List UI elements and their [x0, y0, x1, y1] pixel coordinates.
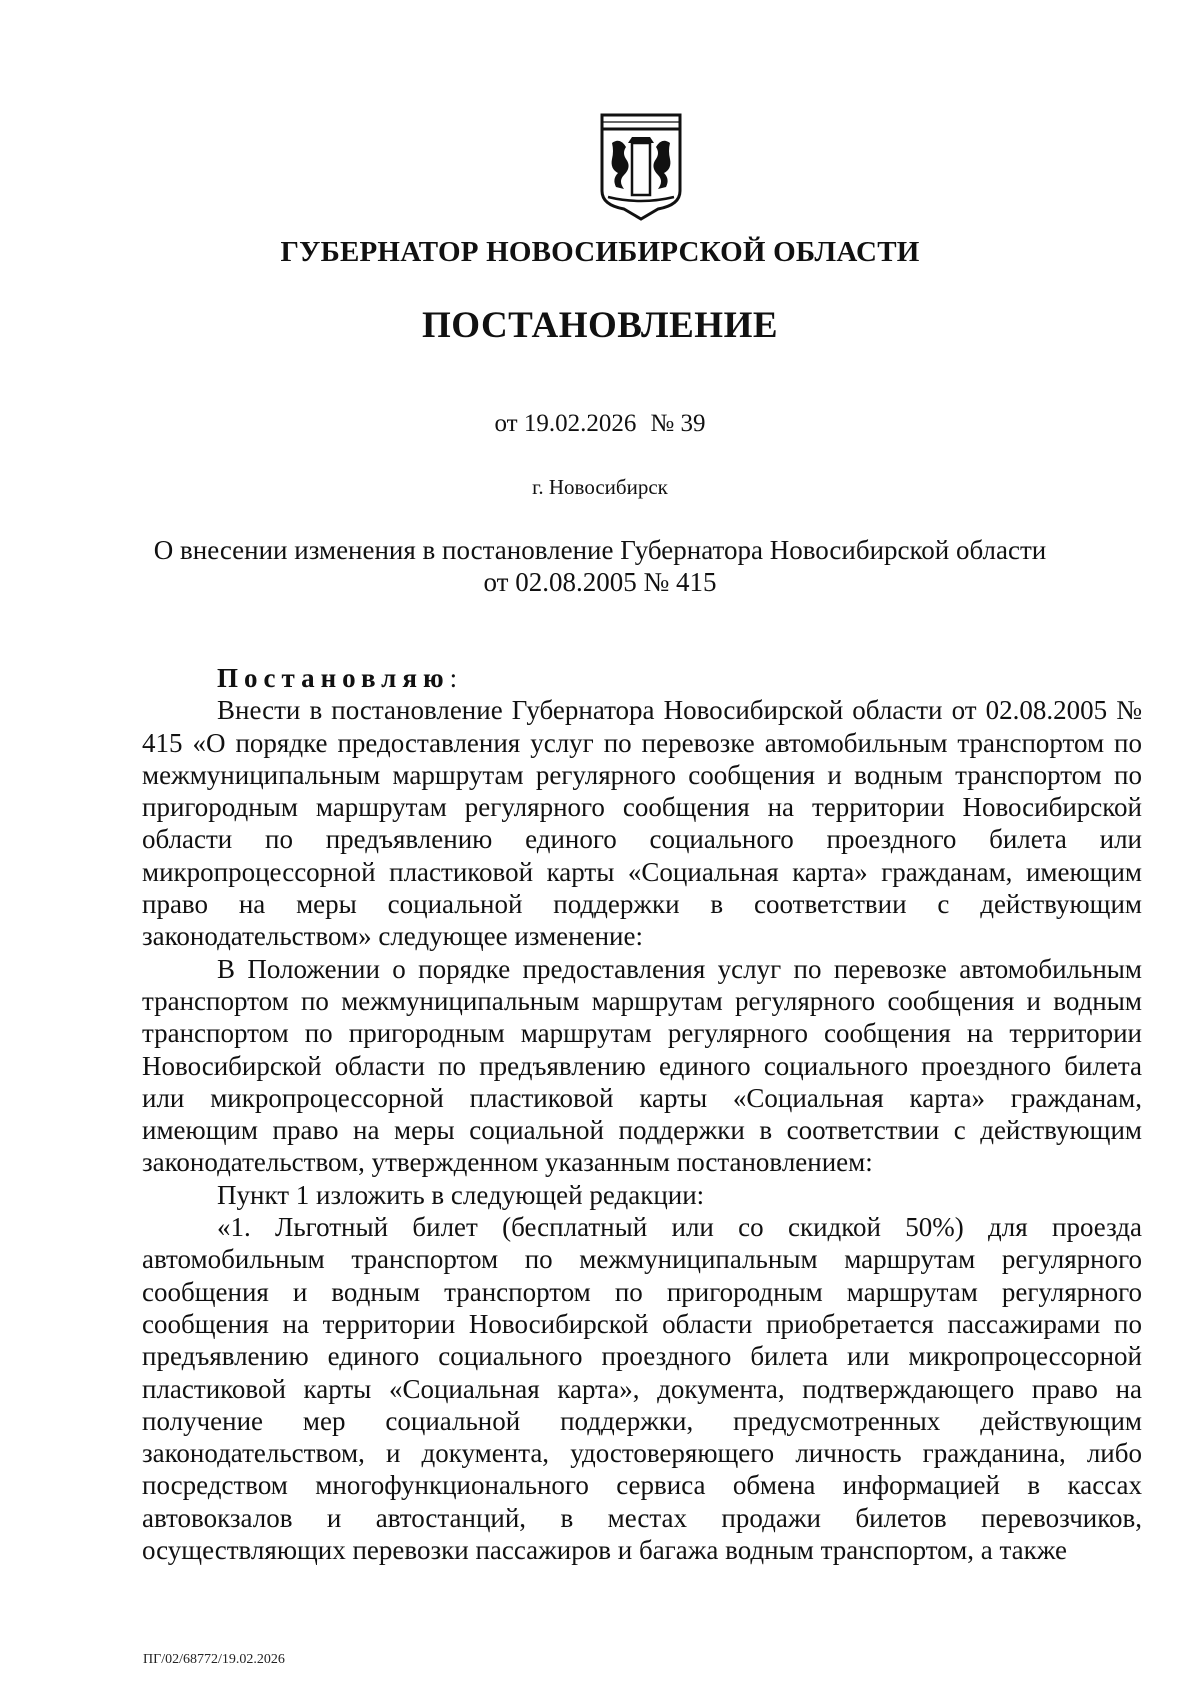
city: г. Новосибирск — [532, 475, 668, 499]
resolve-heading — [142, 662, 1142, 694]
body-paragraph: Внести в постановление Губернатора Новосибирской области от 02.08.2005 № 415 «О порядке предоставления услуг по перевозке автомобильным транспортом по межмуниципальным маршрутам регулярного сообщения и водным транспортом по пригородным маршрутам регулярного сообщения на территории Новосибирской области по предъявлению единого социального проездного билета или микропроцессорной пластиковой карты «Социальная карта» гражданам, имеющим право на меры социальной поддержки в соответствии с действующим законодательством» следующее изменение: — [142, 695, 1142, 952]
document-type: ПОСТАНОВЛЕНИЕ — [421, 305, 779, 346]
novosibirsk-coat-of-arms-icon — [598, 113, 684, 221]
issuing-authority: ГУБЕРНАТОР НОВОСИБИРСКОЙ ОБЛАСТИ — [280, 236, 920, 268]
body-paragraph: «1. Льготный билет (бесплатный или со скидкой 50%) для проезда автомобильным транспортом по межмуниципальным маршрутам регулярного сообщения и водным транспортом по пригородным маршрутам регулярного сообщения на территории Новосибирской области приобретается пассажирами по предъявлению единого социального проездного билета или микропроцессорной пластиковой карты «Социальная карта», документа, подтверждающего право на получение мер социальной поддержки, предусмотренных действующим законодательством, и документа, удостоверяющего личность гражданина, либо посредством многофункционального сервиса обмена информацией в кассах автовокзалов и автостанций, в местах продажи билетов перевозчиков, осуществляющих перевозки пассажиров и багажа водным транспортом, а также — [142, 1212, 1142, 1566]
document-date: от 19.02.2026 — [494, 410, 637, 437]
document-code: ПГ/02/68772/19.02.2026 — [143, 1652, 285, 1667]
subject-line-2: от 02.08.2005 № 415 — [483, 567, 717, 597]
document-subject — [0, 534, 1200, 598]
body-paragraph: В Положении о порядке предоставления услуг по перевозке автомобильным транспортом по межмуниципальным маршрутам регулярного сообщения и водным транспортом по пригородным маршрутам регулярного сообщения на территории Новосибирской области по предъявлению единого социального проездного билета или микропроцессорной пластиковой карты «Социальная карта» гражданам, имеющим право на меры социальной поддержки в соответствии с действующим законодательством, утвержденном указанным постановлением: — [142, 953, 1142, 1178]
subject-line-1: О внесении изменения в постановление Губернатора Новосибирской области — [153, 535, 1047, 565]
resolve-word: Постановляю — [217, 663, 450, 693]
document-number: № 39 — [650, 410, 706, 437]
resolve-colon: : — [449, 663, 458, 693]
body-paragraph: Пункт 1 изложить в следующей редакции: — [217, 1179, 705, 1210]
document-body — [142, 662, 1142, 1566]
date-number-line — [0, 410, 1200, 438]
